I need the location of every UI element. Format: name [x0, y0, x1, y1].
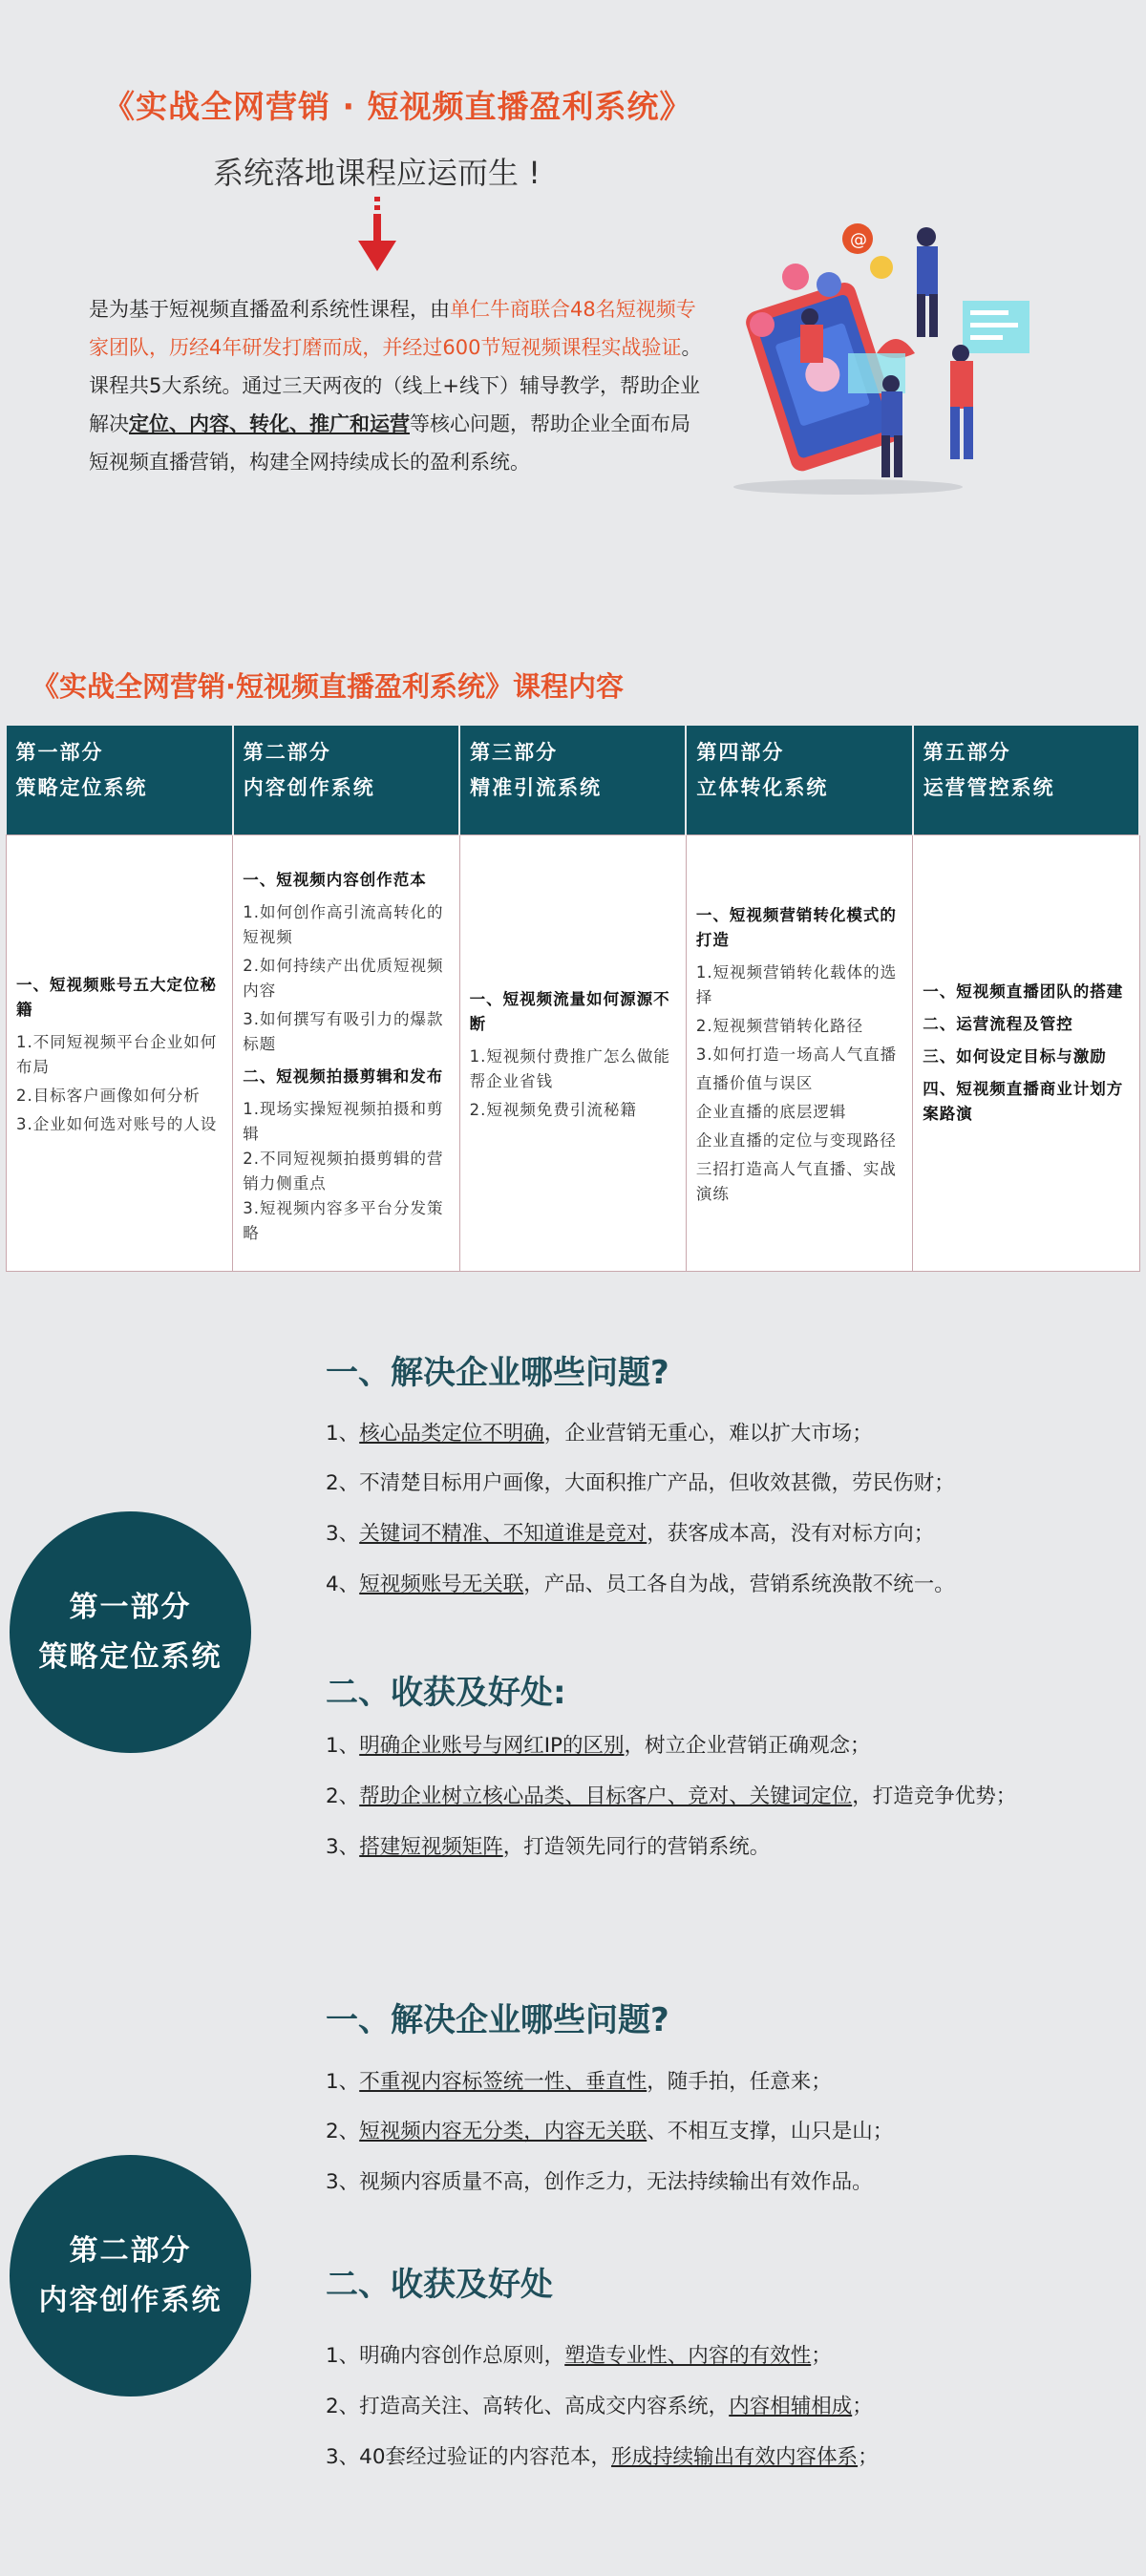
column-1-content: [7, 834, 233, 1272]
list-item: 企业直播的底层逻辑: [695, 1102, 847, 1121]
part1-problem-4: [326, 1568, 955, 1597]
course-table: [6, 726, 1140, 1272]
list-item: 三招打造高人气直播、实战演练: [695, 1159, 897, 1203]
table-header-row: [7, 726, 1140, 834]
line-text: ；: [811, 2344, 832, 2368]
intro-bold-topics: 定位、内容、转化、推广和运营: [129, 412, 410, 435]
main-title: 《实战全网营销 · 短视频直播盈利系统》: [103, 88, 692, 125]
list-heading: 一、短视频流量如何源源不断: [469, 989, 670, 1033]
line-underline: 核心品类定位不明确: [359, 1422, 544, 1446]
line-text: ；: [852, 2395, 873, 2418]
line-text: ，打造竞争优势；: [852, 1784, 1017, 1808]
line-text: 3、: [326, 1522, 360, 1546]
list-item: 2.目标客户画像如何分析: [16, 1086, 201, 1105]
part2-benefit-3: [326, 2440, 879, 2470]
list-heading: 四、短视频直播商业计划方案路演: [923, 1079, 1124, 1123]
line-underline: 短视频账号无关联: [359, 1573, 524, 1596]
line-underline: 形成持续输出有效内容体系: [611, 2445, 859, 2469]
part1-benefit-3: [326, 1830, 770, 1860]
badge-line-2: 内容创作系统: [38, 2283, 223, 2317]
line-text: 1、: [326, 1422, 360, 1446]
intro-text-3: 等核心问题，帮助企业全面布局短视频直播营销，构建全网持续成长的盈利系统。: [89, 412, 690, 474]
column-part: 第三部分: [470, 741, 559, 764]
down-arrow-icon: [358, 197, 396, 273]
part2-problem-1: [326, 2065, 832, 2095]
line-text: 2、打造高关注、高转化、高成交内容系统，: [326, 2395, 730, 2418]
line-text: ，产品、员工各自为战，营销系统涣散不统一。: [523, 1573, 955, 1596]
line-text: ，随手拍，任意来；: [647, 2070, 832, 2094]
line-underline: 塑造专业性、内容的有效性: [564, 2344, 812, 2368]
list-item: 2.不同短视频拍摄剪辑的营销力侧重点: [243, 1149, 444, 1193]
list-item: 1.不同短视频平台企业如何布局: [16, 1032, 218, 1076]
part1-benefit-1: [326, 1729, 871, 1759]
line-text: 1、: [326, 2070, 360, 2094]
list-item: 3.如何打造一场高人气直播: [695, 1045, 898, 1064]
list-item: 3.企业如何选对账号的人设: [16, 1114, 218, 1133]
part1-problem-3: [326, 1517, 934, 1547]
part2-problem-2: [326, 2115, 893, 2144]
column-header-2: [233, 726, 459, 834]
column-header-5: [913, 726, 1139, 834]
badge-line-1: 第二部分: [69, 2233, 192, 2268]
line-text: ，树立企业营销正确观念；: [624, 1734, 871, 1758]
line-text: 、不相互支撑，山只是山；: [647, 2120, 894, 2143]
part1-problem-2: [326, 1467, 955, 1496]
list-item: 1.短视频营销转化载体的选择: [695, 962, 898, 1006]
list-item: 1.如何创作高引流高转化的短视频: [243, 902, 444, 946]
list-item: 3.如何撰写有吸引力的爆款标题: [243, 1009, 444, 1053]
part2-problems-title: 一、解决企业哪些问题?: [326, 2001, 669, 2039]
part2-benefit-2: [326, 2390, 873, 2419]
social-media-illustration: [705, 210, 1041, 496]
intro-paragraph: [89, 290, 706, 481]
line-text: ，获客成本高，没有对标方向；: [647, 1522, 935, 1546]
column-part: 第二部分: [243, 741, 331, 764]
line-text: 2、不清楚目标用户画像，大面积推广产品，但收效甚微，劳民伤财；: [326, 1471, 955, 1495]
line-text: ，打造领先同行的营销系统。: [502, 1835, 771, 1859]
intro-text-1: 是为基于短视频直播盈利系统性课程，由: [89, 298, 450, 321]
line-text: 3、: [326, 1835, 360, 1859]
list-heading: 一、短视频账号五大定位秘籍: [16, 975, 217, 1019]
list-item: 2.如何持续产出优质短视频内容: [243, 956, 444, 1000]
list-heading: 一、短视频营销转化模式的打造: [695, 905, 897, 949]
badge-line-1: 第一部分: [69, 1590, 192, 1624]
column-3-content: [459, 834, 686, 1272]
line-text: ；: [858, 2445, 879, 2469]
column-name: 运营管控系统: [923, 776, 1055, 799]
list-heading: 一、短视频直播团队的搭建: [923, 982, 1124, 1001]
column-name: 内容创作系统: [243, 776, 375, 799]
list-heading: 二、运营流程及管控: [923, 1014, 1073, 1033]
line-text: 1、: [326, 1734, 360, 1758]
column-header-1: [7, 726, 233, 834]
column-name: 策略定位系统: [15, 776, 148, 799]
list-item: 2.短视频免费引流秘籍: [469, 1100, 637, 1119]
part2-benefit-1: [326, 2339, 832, 2369]
list-item: 2.短视频营销转化路径: [695, 1016, 864, 1035]
svg-text:@: @: [850, 230, 867, 250]
part1-benefits-title: 二、收获及好处:: [326, 1674, 566, 1712]
line-text: ，企业营销无重心，难以扩大市场；: [543, 1422, 873, 1446]
part1-problem-1: [326, 1417, 873, 1446]
list-item: 直播价值与误区: [695, 1073, 814, 1092]
line-underline: 明确企业账号与网红IP的区别: [359, 1734, 625, 1758]
line-text: 3、40套经过验证的内容范本，: [326, 2445, 612, 2469]
part2-badge: [10, 2155, 251, 2397]
column-4-content: [686, 834, 912, 1272]
line-underline: 搭建短视频矩阵: [359, 1835, 503, 1859]
column-name: 精准引流系统: [470, 776, 603, 799]
part2-problem-3: [326, 2165, 873, 2195]
line-text: 3、视频内容质量不高，创作乏力，无法持续输出有效作品。: [326, 2170, 873, 2194]
part1-problems-title: 一、解决企业哪些问题?: [326, 1354, 669, 1392]
column-header-4: [686, 726, 912, 834]
part1-benefit-2: [326, 1780, 1016, 1809]
column-5-content: [913, 834, 1139, 1272]
line-text: 4、: [326, 1573, 360, 1596]
line-underline: 内容相辅相成: [729, 2395, 853, 2418]
column-part: 第五部分: [923, 741, 1011, 764]
list-item: 1.短视频付费推广怎么做能帮企业省钱: [469, 1046, 670, 1090]
list-heading: 二、短视频拍摄剪辑和发布: [243, 1066, 444, 1086]
part2-benefits-title: 二、收获及好处: [326, 2266, 553, 2304]
list-heading: 三、如何设定目标与激励: [923, 1046, 1107, 1066]
line-text: 2、: [326, 2120, 360, 2143]
line-underline: 不重视内容标签统一性、垂直性: [359, 2070, 647, 2094]
list-item: 1.现场实操短视频拍摄和剪辑: [243, 1099, 444, 1143]
intro-text-2: 。课程共5大系统。通过三天两夜的（线上+线下）辅导教学，帮助企业解决: [89, 336, 702, 435]
line-text: 1、明确内容创作总原则，: [326, 2344, 565, 2368]
part1-badge: [10, 1511, 251, 1753]
line-text: 2、: [326, 1784, 360, 1808]
list-item: 企业直播的定位与变现路径: [695, 1130, 897, 1150]
column-part: 第四部分: [696, 741, 785, 764]
course-section-title: 《实战全网营销·短视频直播盈利系统》课程内容: [32, 670, 625, 703]
column-name: 立体转化系统: [696, 776, 829, 799]
table-row: [7, 834, 1140, 1272]
column-2-content: [233, 834, 459, 1272]
badge-line-2: 策略定位系统: [38, 1639, 223, 1674]
sub-title: 系统落地课程应运而生 !: [213, 155, 541, 191]
column-header-3: [459, 726, 686, 834]
line-underline: 帮助企业树立核心品类、目标客户、竞对、关键词定位: [359, 1784, 853, 1808]
list-item: 3.短视频内容多平台分发策略: [243, 1198, 444, 1242]
column-part: 第一部分: [15, 741, 104, 764]
line-underline: 短视频内容无分类，内容无关联: [359, 2120, 647, 2143]
list-heading: 一、短视频内容创作范本: [243, 870, 427, 889]
line-underline: 关键词不精准、不知道谁是竞对: [359, 1522, 647, 1546]
intro-highlight: 单仁牛商联合48名短视频专家团队，历经4年研发打磨而成，并经过600节短视频课程实战验证: [89, 298, 696, 359]
